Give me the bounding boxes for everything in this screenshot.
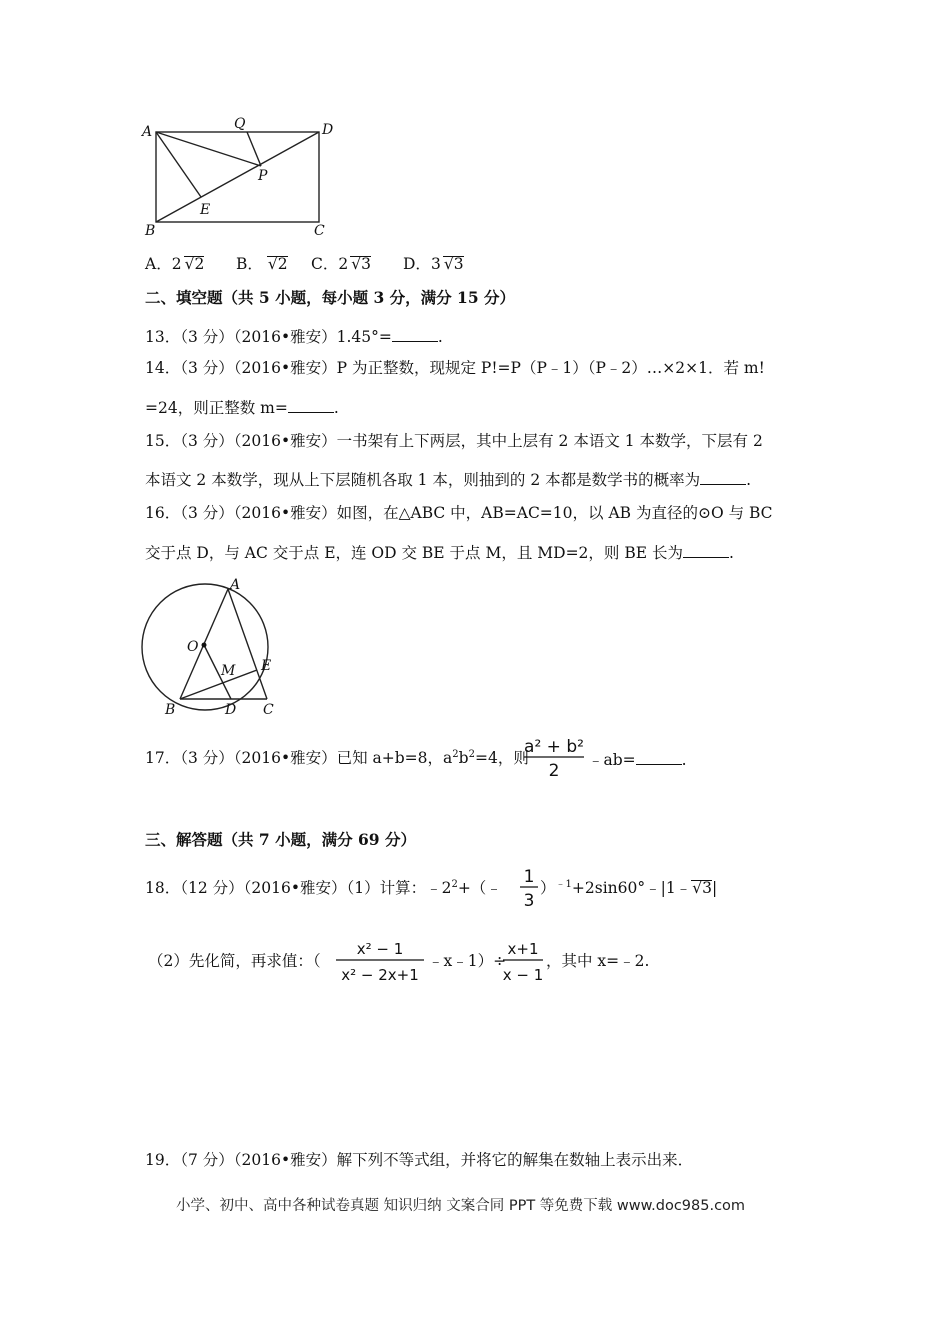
svg-text:x² − 1: x² − 1	[356, 940, 404, 958]
question-17: 17．（3 分）（2016•雅安）已知 a+b=8，$a^2b^2=4$，则	[145, 749, 529, 768]
section3-title: 三、解答题（共 7 小题，满分 69 分）	[145, 830, 416, 849]
label-a: A	[230, 577, 241, 593]
question-16-line1: 16．（3 分）（2016•雅安）如图，在△ABC 中，AB=AC=10，以 AB 为直径的⊙O 与 BC	[145, 504, 773, 522]
sqrt-symbol: √2	[267, 255, 288, 273]
question-13: 13．（3 分）（2016•雅安）1.45°= .	[145, 328, 443, 346]
answer-blank	[683, 543, 729, 558]
svg-text:x² − 2x+1: x² − 2x+1	[341, 966, 419, 984]
svg-text:2: 2	[548, 761, 560, 781]
fraction-one-third	[518, 862, 540, 912]
center-dot	[202, 643, 207, 648]
rectangle-figure	[140, 110, 340, 240]
label-e: E	[261, 658, 272, 674]
answer-blank	[636, 750, 682, 765]
label-b: B	[165, 702, 176, 718]
side-ac	[228, 589, 267, 699]
svg-text:x+1: x+1	[507, 940, 539, 958]
segment-qp	[247, 132, 261, 166]
label-d: D	[225, 702, 237, 718]
section2-title: 二、填空题（共 5 小题，每小题 3 分，满分 15 分）	[145, 288, 516, 307]
sqrt-symbol: √3	[443, 255, 464, 273]
label-o: O	[187, 639, 199, 655]
option-b: B． √2	[236, 255, 288, 273]
svg-text:1: 1	[523, 867, 535, 887]
question-19: 19．（7 分）（2016•雅安）解下列不等式组，并将它的解集在数轴上表示出来．	[145, 1151, 694, 1169]
sqrt-symbol: √3	[692, 879, 712, 898]
footer-ad: 小学、初中、高中各种试卷真题 知识归纳 文案合同 PPT 等免费下载 www.doc985.com	[176, 1198, 746, 1214]
option-d: D．3 √3	[403, 255, 464, 273]
label-m: M	[221, 663, 236, 679]
question-18-part2: （2）先化简，再求值：（	[148, 952, 321, 970]
answer-blank	[700, 470, 746, 485]
question-18-part1-tail: ）$^{﹣1}$+2sin60°﹣|1﹣√3|	[540, 879, 718, 898]
question-14-line1: 14．（3 分）（2016•雅安）P 为正整数，现规定 P!=P（P﹣1）（P﹣2）…×2×1．若 m!	[145, 359, 765, 377]
question-17-tail: ﹣ab= .	[588, 751, 687, 769]
label-c: C	[314, 223, 325, 239]
label-p: P	[258, 168, 268, 184]
fraction-x2-1-over-x2-2x-1	[334, 934, 426, 988]
question-18-part1: 18．（12 分）（2016•雅安）（1）计算：$﹣2^2+(﹣$	[145, 879, 502, 898]
question-16-line2: 交于点 D，与 AC 交于点 E，连 OD 交 BE 于点 M，且 MD=2，则 BE 长为 .	[145, 544, 734, 562]
svg-text:3: 3	[523, 891, 535, 911]
question-15-line1: 15．（3 分）（2016•雅安）一书架有上下两层，其中上层有 2 本语文 1 本数学，下层有 2	[145, 432, 763, 450]
sqrt-symbol: √3	[351, 255, 372, 273]
fraction-a2b2-over-2	[520, 732, 588, 782]
segment-ae	[156, 132, 201, 197]
circle-triangle-figure	[135, 575, 295, 725]
segment-ap	[156, 132, 261, 166]
question-18-part2-mid: ﹣x﹣1）÷	[428, 952, 507, 970]
diagonal-bd	[156, 132, 319, 222]
option-a: A．2 √2	[145, 255, 205, 273]
label-q: Q	[234, 116, 246, 132]
label-c: C	[263, 702, 274, 718]
label-b: B	[145, 223, 156, 239]
label-a: A	[142, 124, 153, 140]
label-d: D	[322, 122, 334, 138]
svg-text:x − 1: x − 1	[502, 966, 544, 984]
answer-blank	[288, 398, 334, 413]
label-e: E	[200, 202, 211, 218]
option-c: C．2 √3	[311, 255, 372, 273]
question-18-part2-tail: ，其中 x=﹣2.	[546, 952, 650, 970]
question-15-line2: 本语文 2 本数学，现从上下层随机各取 1 本，则抽到的 2 本都是数学书的概率为 .	[145, 471, 752, 489]
fraction-x-plus-1-over-x-minus-1	[501, 934, 545, 988]
answer-blank	[392, 327, 438, 342]
svg-text:a² + b²: a² + b²	[524, 737, 584, 757]
sqrt-symbol: √2	[184, 255, 205, 273]
question-14-line2: =24，则正整数 m= .	[145, 399, 339, 417]
